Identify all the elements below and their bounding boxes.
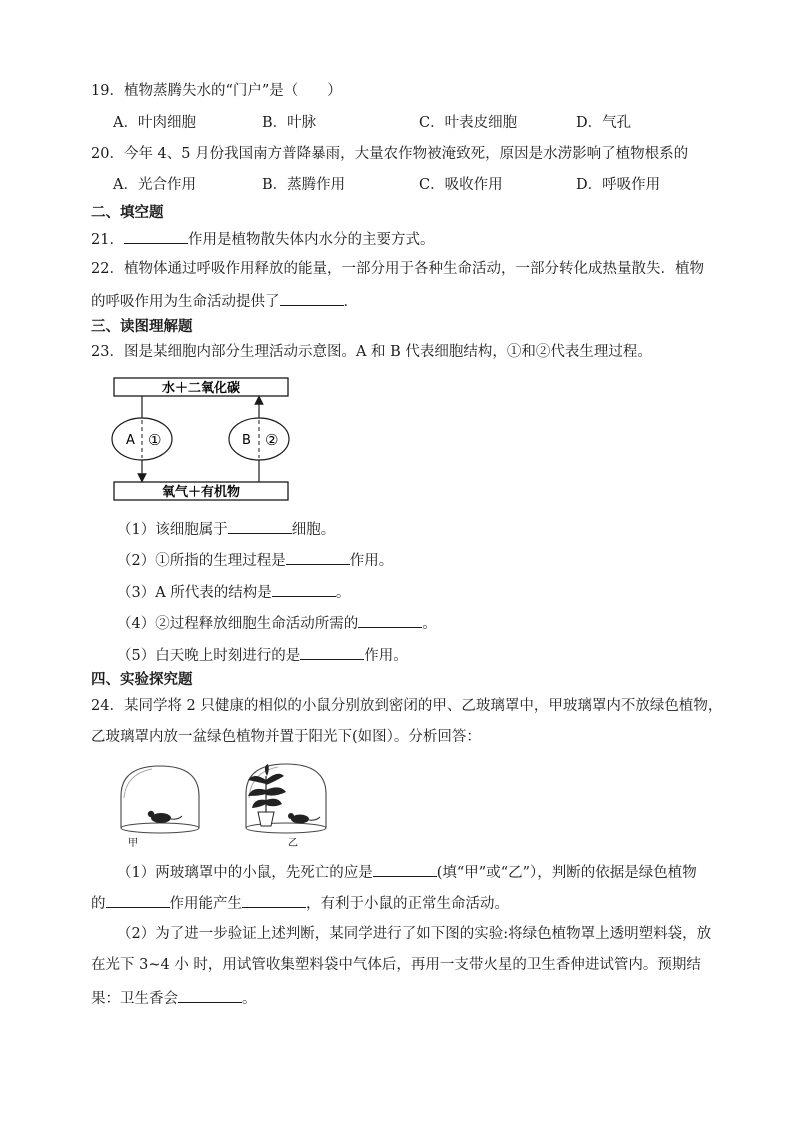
top-box-label: 水＋二氧化碳 (161, 381, 241, 396)
q23-sub2-post: 作用。 (349, 553, 394, 569)
q24-sub1-blank[interactable] (373, 862, 437, 877)
q22-text-pre: 的呼吸作用为生命活动提供了 (91, 294, 280, 310)
mouse-icon (148, 811, 182, 823)
q23-sub3-text: （3）A 所代表的结构是 (117, 585, 272, 601)
q22-line1: 22．植物体通过呼吸作用释放的能量，一部分用于各种生命活动，一部分转化成热量散失．植物 (91, 261, 704, 277)
process-2-label: ② (265, 431, 279, 449)
q24-sub1-post: (填“甲”或“乙”），判断的依据是绿色植物 (436, 865, 697, 881)
q19-option-c: C．叶表皮细胞 (419, 115, 518, 131)
mouse-icon (288, 813, 320, 824)
q24-sub1b-post: ，有利于小鼠的正常生命活动。 (306, 896, 509, 912)
q23-sub1-blank[interactable] (228, 519, 292, 534)
q24-sub1-text: （1）两玻璃罩中的小鼠，先死亡的应是 (117, 865, 373, 881)
q24-sub1 (117, 862, 697, 882)
q21-answer-blank[interactable] (124, 229, 188, 244)
q19-option-b: B．叶脉 (262, 115, 317, 131)
q22-answer-blank[interactable] (280, 291, 344, 306)
q20-stem: 20．今年 4、5 月份我国南方普降暴雨，大量农作物被淹致死，原因是水涝影响了植物根系的 (91, 146, 689, 162)
q24-sub1b-pre: 的 (91, 896, 106, 912)
structure-b-ellipse (229, 418, 289, 460)
q19-stem: 19．植物蒸腾失水的“门户”是（ ） (91, 83, 342, 99)
q21-number: 21． (91, 232, 124, 248)
q23-sub5-post: 作用。 (364, 648, 408, 664)
q23-sub4-blank[interactable] (358, 613, 422, 628)
q23-sub1-text: （1）该细胞属于 (117, 522, 228, 538)
q23-sub1-post: 细胞。 (291, 522, 336, 538)
q24-sub2-line2: 在光下 3~4 小 时，用试管收集塑料袋中气体后，再用一支带火星的卫生香伸进试管内。预期结 (91, 957, 701, 973)
q20-option-a: A．光合作用 (113, 177, 196, 193)
q23-sub5 (117, 645, 408, 665)
glass-jar-illustration (116, 758, 334, 850)
jar-yi-label: 乙 (288, 838, 298, 849)
jar-jia (121, 766, 199, 833)
cell-process-diagram (108, 372, 294, 504)
q20-option-b: B．蒸腾作用 (262, 177, 346, 193)
q20-option-c: C．吸收作用 (419, 177, 503, 193)
q23-sub5-text: （5）白天晚上时刻进行的是 (117, 648, 301, 664)
q23-sub4-text: （4）②过程释放细胞生命活动所需的 (117, 616, 359, 632)
q20-option-d: D．呼吸作用 (576, 177, 661, 193)
q19-option-d: D．气孔 (576, 115, 632, 131)
q22-text-post: ． (343, 294, 358, 310)
q21 (91, 229, 434, 249)
q24-line1: 24．某同学将 2 只健康的相似的小鼠分别放到密闭的甲、乙玻璃罩中，甲玻璃罩内不放绿色植物， (91, 698, 723, 714)
q19-option-a: A．叶肉细胞 (113, 115, 196, 131)
process-1-label: ① (148, 431, 162, 449)
q23-sub3 (117, 582, 350, 602)
q24-line2: 乙玻璃罩内放一盆绿色植物并置于阳光下(如图）。分析回答： (91, 729, 481, 745)
section-heading-diagram: 三、读图理解题 (91, 319, 193, 335)
structure-b-letter: B (242, 433, 251, 448)
q24-sub1-continued (91, 893, 509, 913)
q24-sub2-line1: （2）为了进一步验证上述判断，某同学进行了如下图的实验:将绿色植物罩上透明塑料袋，放 (117, 926, 712, 942)
jar-yi (246, 764, 326, 833)
q23-sub4-post: 。 (422, 616, 437, 632)
q24-process-blank[interactable] (106, 893, 170, 908)
q21-text: 作用是植物散失体内水分的主要方式。 (187, 232, 435, 248)
q24-product-blank[interactable] (242, 893, 306, 908)
q23-sub3-post: 。 (335, 585, 351, 601)
section-heading-fill-in: 二、填空题 (91, 205, 164, 221)
q24-sub2-text: 果：卫生香会 (91, 991, 178, 1007)
q23-sub3-blank[interactable] (272, 582, 336, 597)
q24-sub2-blank[interactable] (178, 988, 242, 1003)
q22-line2 (91, 291, 358, 311)
structure-a-ellipse (112, 418, 172, 460)
q24-sub1b-mid: 作用能产生 (169, 896, 242, 912)
q24-sub2-post: 。 (242, 991, 257, 1007)
q23-sub4 (117, 613, 437, 633)
q24-sub2-line3 (91, 988, 257, 1008)
jar-jia-label: 甲 (128, 838, 138, 849)
q23-sub1 (117, 519, 335, 539)
bottom-box-label: 氧气＋有机物 (161, 485, 241, 500)
section-heading-experiment: 四、实验探究题 (91, 672, 193, 688)
q23-sub2-blank[interactable] (286, 550, 350, 565)
q23-sub2 (117, 550, 393, 570)
q23-sub2-text: （2）①所指的生理过程是 (117, 553, 286, 569)
q23-sub5-blank[interactable] (300, 645, 364, 660)
q23-stem: 23．图是某细胞内部分生理活动示意图。A 和 B 代表细胞结构，①和②代表生理过程。 (91, 344, 652, 360)
structure-a-letter: A (126, 433, 135, 448)
